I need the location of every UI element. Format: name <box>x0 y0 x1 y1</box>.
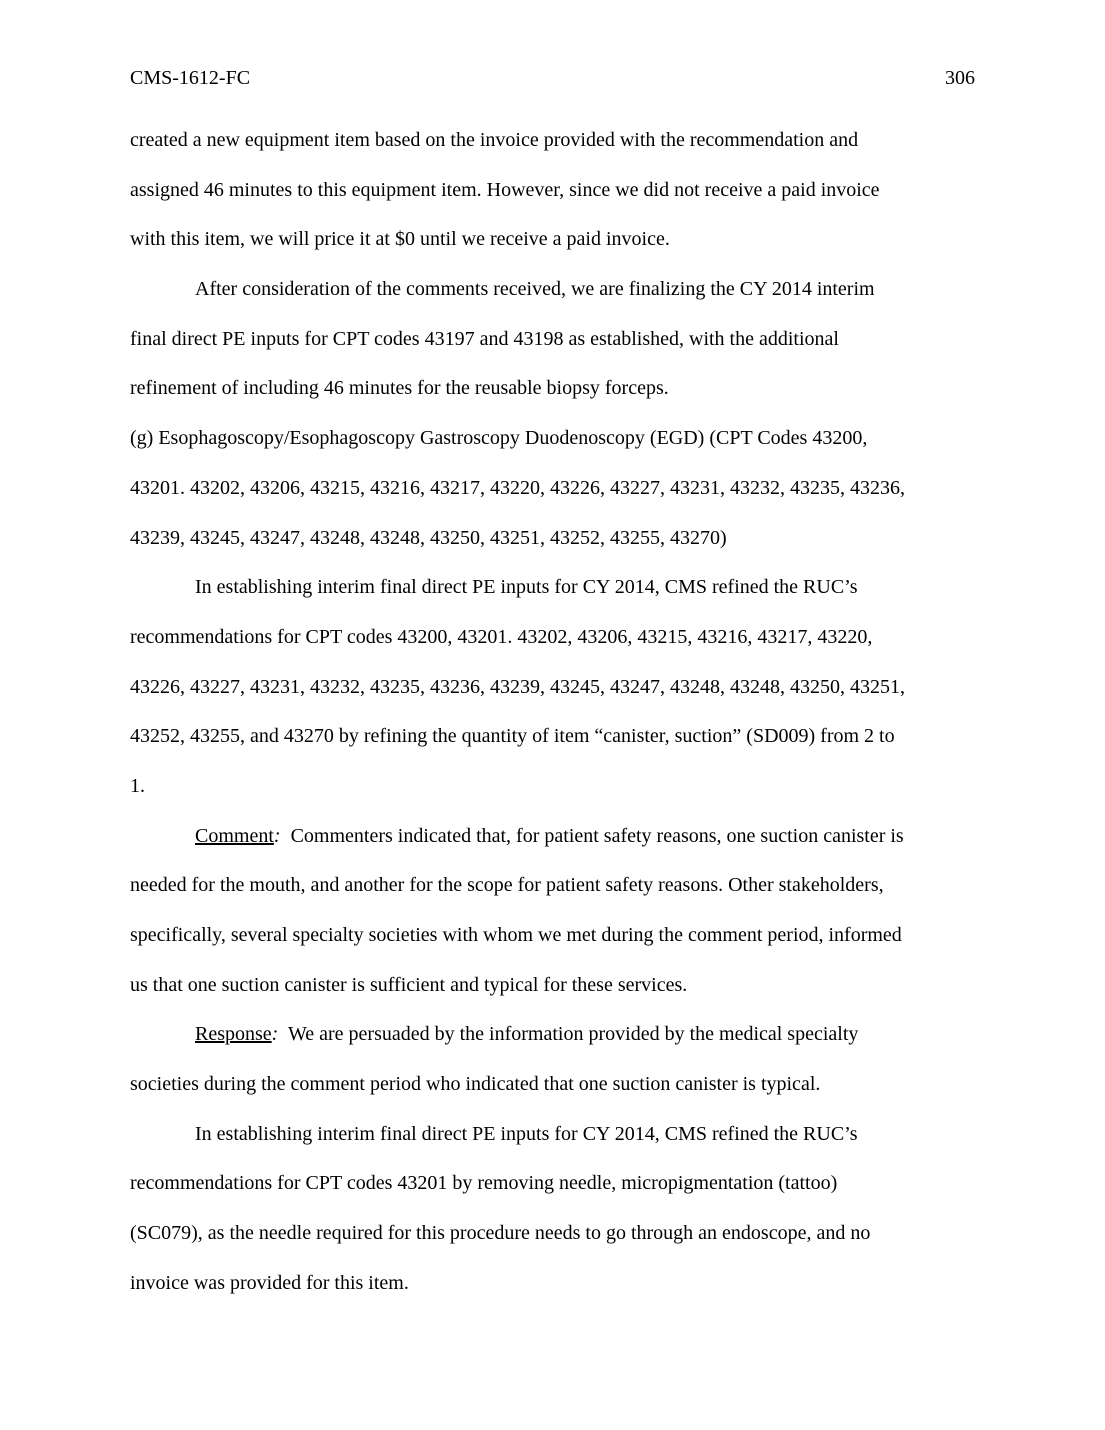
section-heading-line: 43239, 43245, 43247, 43248, 43248, 43250, 43251, 43252, 43255, 43270) <box>130 526 727 549</box>
document-id: CMS-1612-FC <box>130 67 251 89</box>
section-heading-line: 43201. 43202, 43206, 43215, 43216, 43217, 43220, 43226, 43227, 43231, 43232, 43235, 43236, <box>130 476 905 499</box>
text-line: recommendations for CPT codes 43201 by removing needle, micropigmentation (tattoo) <box>130 1172 838 1195</box>
text-line: assigned 46 minutes to this equipment item. However, since we did not receive a paid invoice <box>130 178 880 201</box>
text-line: 1. <box>130 774 145 797</box>
page-number: 306 <box>945 67 975 89</box>
response-label-punct: : <box>271 1023 279 1046</box>
text-line: (SC079), as the needle required for this procedure needs to go through an endoscope, and no <box>130 1222 871 1245</box>
text-line: final direct PE inputs for CPT codes 43197 and 43198 as established, with the additional <box>130 327 839 350</box>
body-text <box>130 116 975 1309</box>
paragraph-first-line: In establishing interim final direct PE inputs for CY 2014, CMS refined the RUC’s <box>195 1122 858 1145</box>
response-text: We are persuaded by the information provided by the medical specialty <box>278 1023 859 1046</box>
comment-text: Commenters indicated that, for patient safety reasons, one suction canister is <box>280 824 904 847</box>
text-line: us that one suction canister is sufficient and typical for these services. <box>130 973 688 996</box>
text-line: societies during the comment period who indicated that one suction canister is typical. <box>130 1073 821 1096</box>
comment-label: Comment <box>195 824 274 847</box>
text-line: 43226, 43227, 43231, 43232, 43235, 43236, 43239, 43245, 43247, 43248, 43248, 43250, 43251, <box>130 675 905 698</box>
paragraph-first-line: In establishing interim final direct PE inputs for CY 2014, CMS refined the RUC’s <box>195 576 858 599</box>
section-heading-line: (g) Esophagoscopy/Esophagoscopy Gastroscopy Duodenoscopy (EGD) (CPT Codes 43200, <box>130 427 868 450</box>
text-line: needed for the mouth, and another for the scope for patient safety reasons. Other stakeholders, <box>130 874 884 897</box>
text-line: specifically, several specialty societies with whom we met during the comment period, informed <box>130 924 902 946</box>
text-line: refinement of including 46 minutes for the reusable biopsy forceps. <box>130 377 669 400</box>
text-line: created a new equipment item based on the invoice provided with the recommendation and <box>130 129 859 151</box>
response-paragraph-first-line <box>130 1010 975 1060</box>
text-line: 43252, 43255, and 43270 by refining the quantity of item “canister, suction” (SD009) from 2 to <box>130 725 895 748</box>
text-line: invoice was provided for this item. <box>130 1271 409 1294</box>
text-line: recommendations for CPT codes 43200, 43201. 43202, 43206, 43215, 43216, 43217, 43220, <box>130 625 873 648</box>
paragraph-first-line: After consideration of the comments received, we are finalizing the CY 2014 interim <box>195 278 875 301</box>
text-line: with this item, we will price it at $0 until we receive a paid invoice. <box>130 228 670 251</box>
comment-paragraph-first-line <box>130 812 975 862</box>
response-label: Response <box>195 1023 272 1046</box>
comment-label-punct: : <box>273 824 281 847</box>
